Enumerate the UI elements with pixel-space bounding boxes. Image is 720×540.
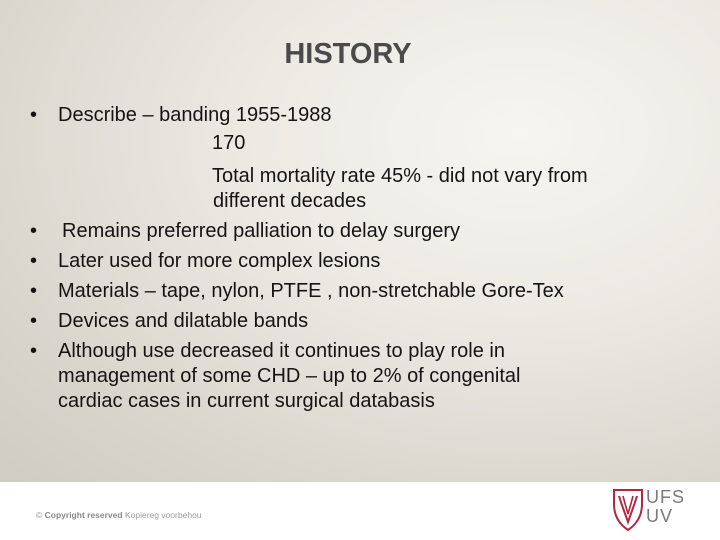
bullet-subline: 170 xyxy=(212,132,246,154)
bullet-marker: • xyxy=(30,340,38,362)
copyright-notice xyxy=(36,510,202,520)
bullet-marker: • xyxy=(30,310,38,332)
logo-text-top: UFS xyxy=(646,487,685,507)
bullet-subline: different decades xyxy=(213,190,367,212)
slide-title-text: HISTORY xyxy=(284,38,412,70)
bullet-subline: Total mortality rate 45% - did not vary from xyxy=(212,165,588,187)
copyright-strong: Copyright reserved xyxy=(44,510,123,520)
bullet-text: Later used for more complex lesions xyxy=(58,250,381,272)
bullet-marker: • xyxy=(30,280,38,302)
logo-text-bottom: UV xyxy=(646,506,674,526)
bullet-text-continued: management of some CHD – up to 2% of congenital xyxy=(58,365,521,387)
copyright-symbol: © xyxy=(36,510,43,520)
bullet-text: Devices and dilatable bands xyxy=(58,310,309,332)
bullet-text: Materials – tape, nylon, PTFE , non-stretchable Gore-Tex xyxy=(58,280,564,302)
bullet-marker: • xyxy=(30,104,38,126)
bullet-marker: • xyxy=(30,250,38,272)
bullet-marker: • xyxy=(30,220,38,242)
copyright-rest: Kopiereg voorbehou xyxy=(124,510,202,520)
bullet-text-continued: cardiac cases in current surgical databasis xyxy=(58,390,435,412)
logo-text xyxy=(646,488,685,526)
bullet-text: Remains preferred palliation to delay surgery xyxy=(62,220,460,242)
bullet-text: Although use decreased it continues to play role in xyxy=(58,340,505,362)
slide-title xyxy=(0,38,720,71)
bullet-text: Describe – banding 1955-1988 xyxy=(58,104,332,126)
